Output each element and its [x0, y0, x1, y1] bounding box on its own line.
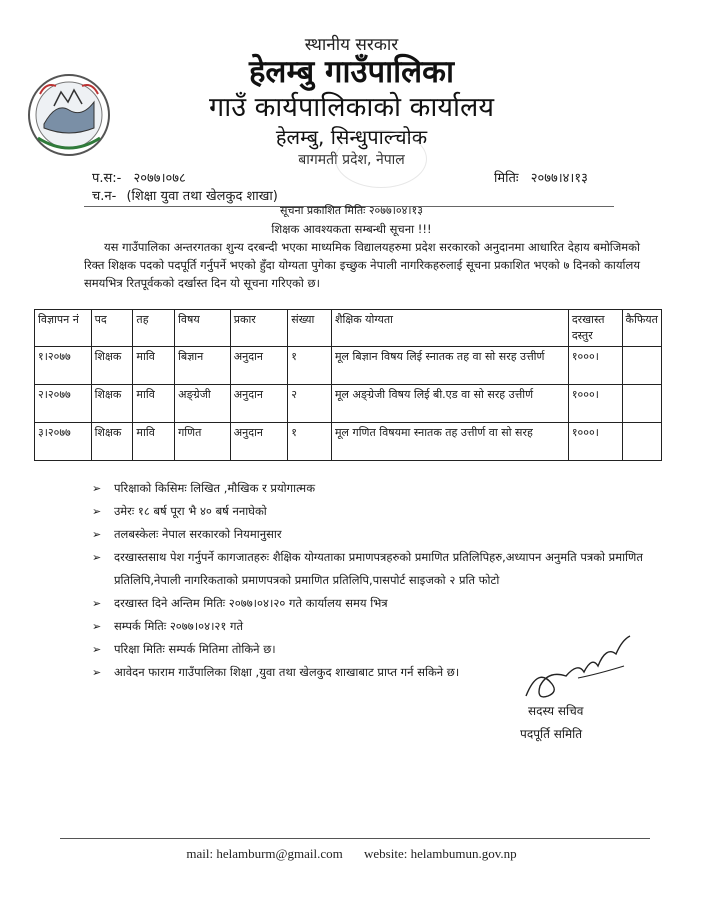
cell-subject: बिज्ञान [175, 347, 231, 385]
ps-value: २०७७।०७८ [133, 171, 186, 186]
cell-ad-number: १।२०७७ [35, 347, 92, 385]
header-fee: दरखास्त दस्तुर [568, 310, 622, 347]
cell-remarks [622, 423, 661, 461]
list-item: ➢ दरखास्तसाथ पेश गर्नुपर्ने कागजातहरुः शैक्षिक योग्यताका प्रमाणपत्रहरुको प्रमाणित प्रतिलिपिहरु,अध्यापन अनुमति पत्रको प्रमाणित प्रतिलिपि,नेपाली नागरिकताको प्रमाणपत्रको प्रमाणित प्रतिलिपि,पासपोर्ट साइजको २ प्रति फोटो [92, 546, 648, 592]
header-remarks: कैफियत [622, 310, 661, 347]
cell-post: शिक्षक [91, 385, 133, 423]
signatory-committee: पदपूर्ति समिति [520, 727, 583, 741]
cn-value: (शिक्षा युवा तथा खेलकुद शाखा) [126, 189, 278, 204]
cell-ad-number: ३।२०७७ [35, 423, 92, 461]
cell-type: अनुदान [230, 423, 288, 461]
cell-fee: १०००। [568, 347, 622, 385]
ps-label: प.स:- [92, 171, 122, 186]
arrow-bullet-icon: ➢ [92, 482, 102, 495]
list-item: ➢ परिक्षाको किसिमः लिखित ,मौखिक र प्रयोगात्मक [92, 477, 648, 500]
cn-label: च.न- [92, 189, 117, 204]
footer-email: mail: helamburm@gmail.com [186, 846, 343, 861]
header-level: तह [133, 310, 175, 347]
arrow-bullet-icon: ➢ [92, 505, 102, 518]
cell-level: मावि [133, 385, 175, 423]
footer-website: website: helambumun.gov.np [364, 846, 517, 861]
header-type: प्रकार [230, 310, 288, 347]
dispatch-number [92, 186, 278, 204]
cell-post: शिक्षक [91, 347, 133, 385]
vacancy-table [34, 309, 662, 461]
table-header-row [35, 310, 662, 347]
cell-remarks [622, 385, 661, 423]
arrow-bullet-icon: ➢ [92, 551, 102, 564]
cell-post: शिक्षक [91, 423, 133, 461]
cell-count: १ [288, 347, 332, 385]
list-item: ➢ दरखास्त दिने अन्तिम मितिः २०७७।०४।२० गते कार्यालय समय भित्र [92, 592, 648, 615]
office-stamp [335, 130, 427, 188]
table-row [35, 423, 662, 461]
handwritten-signature [518, 626, 638, 704]
list-item: ➢ सम्पर्क मितिः २०७७।०४।२१ गते [92, 615, 648, 638]
footer-contact [0, 846, 703, 862]
cell-level: मावि [133, 423, 175, 461]
list-item: ➢ उमेरः १८ बर्ष पूरा भै ४० बर्ष ननाघेको [92, 500, 648, 523]
header-office-name: गाउँ कार्यपालिकाको कार्यालय [209, 92, 494, 123]
header-count: संख्या [288, 310, 332, 347]
cell-type: अनुदान [230, 347, 288, 385]
table-row [35, 347, 662, 385]
arrow-bullet-icon: ➢ [92, 643, 102, 656]
cell-qualification: मूल बिज्ञान विषय लिई स्नातक तह वा सो सरह उत्तीर्ण [331, 347, 568, 385]
date-label: मितिः [494, 171, 519, 186]
letter-date [494, 168, 588, 186]
header-post: पद [91, 310, 133, 347]
cell-count: १ [288, 423, 332, 461]
list-item: ➢ परिक्षा मितिः सम्पर्क मितिमा तोकिने छ। [92, 638, 648, 661]
arrow-bullet-icon: ➢ [92, 620, 102, 633]
header-local-government: स्थानीय सरकार [304, 35, 399, 55]
cell-fee: १०००। [568, 423, 622, 461]
header-ad-number: विज्ञापन नं [35, 310, 92, 347]
list-item: ➢ आवेदन फाराम गाउँपालिका शिक्षा ,युवा तथा खेलकुद शाखाबाट प्राप्त गर्न सकिने छ। [92, 661, 648, 684]
cell-subject: अङ्ग्रेजी [175, 385, 231, 423]
footer-divider [60, 838, 650, 839]
list-item: ➢ तलबस्केलः नेपाल सरकारको नियमानुसार [92, 523, 648, 546]
date-value: २०७७।४।१३ [530, 171, 588, 186]
cell-remarks [622, 347, 661, 385]
cell-count: २ [288, 385, 332, 423]
table-row [35, 385, 662, 423]
cell-type: अनुदान [230, 385, 288, 423]
notice-published-date: सूचना प्रकाशित मितिः २०७७।०४।१३ [280, 204, 423, 217]
cell-ad-number: २।२०७७ [35, 385, 92, 423]
notice-body: यस गाउँपालिका अन्तरगतका शुन्य दरबन्दी भएका माध्यमिक विद्यालयहरुमा प्रदेश सरकारको अनुदानमा आधारित देहाय बमोजिमको रिक्त शिक्षक पदको पदपूर्ति गर्नुपर्ने भएको हुँदा योग्यता पुगेका इच्छुक नेपाली नागरिकहरुलाई सूचना प्रकाशित भएको ७ दिनको कार्यालय समयभित्र रितपूर्वकको दर्खास्त दिन यो सूचना गरिएको छ। [84, 240, 640, 290]
header-municipality-name: हेलम्बु गाउँपालिका [248, 54, 455, 90]
header-province: बागमती प्रदेश, नेपाल [298, 152, 405, 168]
signatory-title: सदस्य सचिव [528, 704, 584, 718]
arrow-bullet-icon: ➢ [92, 666, 102, 679]
arrow-bullet-icon: ➢ [92, 528, 102, 541]
reference-number [92, 168, 186, 186]
header-qualification: शैक्षिक योग्यता [331, 310, 568, 347]
cell-qualification: मूल गणित विषयमा स्नातक तह उत्तीर्ण वा सो सरह [331, 423, 568, 461]
cell-qualification: मूल अङ्ग्रेजी विषय लिई बी.एड वा सो सरह उत्तीर्ण [331, 385, 568, 423]
cell-subject: गणित [175, 423, 231, 461]
notice-title: शिक्षक आवश्यकता सम्बन्धी सूचना !!! [271, 222, 432, 236]
header-address: हेलम्बु, सिन्धुपाल्चोक [275, 125, 428, 149]
cell-fee: १०००। [568, 385, 622, 423]
header-subject: विषय [175, 310, 231, 347]
cell-level: मावि [133, 347, 175, 385]
arrow-bullet-icon: ➢ [92, 597, 102, 610]
